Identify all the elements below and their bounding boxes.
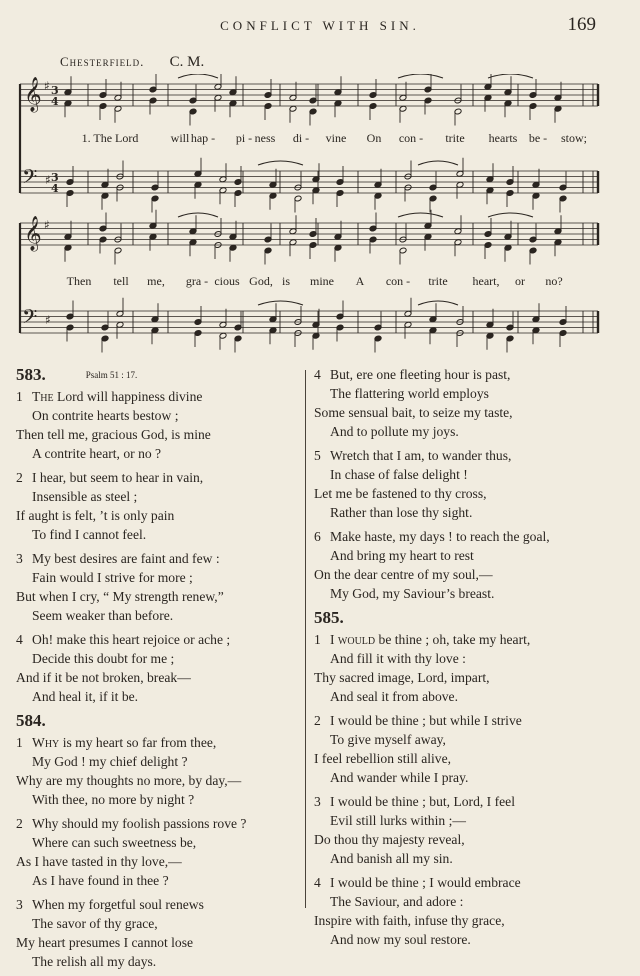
slur (258, 161, 303, 165)
stanza-number: 1 (16, 389, 23, 404)
stanza (16, 387, 300, 463)
slur (398, 74, 443, 78)
tune-name: Chesterfield. (60, 54, 145, 69)
verse-line (314, 911, 624, 930)
verse-text: The flattering world employs (330, 386, 489, 401)
lyric-syllable: A (355, 274, 365, 288)
verse-text: And if it be not broken, break— (16, 670, 191, 685)
verse-text: To give myself away, (330, 732, 446, 747)
verse-line (16, 914, 300, 933)
verse-line (16, 687, 300, 706)
verse-text: My heart presumes I cannot lose (16, 935, 194, 950)
time-signature-bottom: 4 (51, 95, 59, 108)
verse-text: But when I cry, “ My strength renew,” (16, 589, 224, 604)
stanza (314, 446, 624, 522)
verse-line (314, 446, 624, 465)
stanza-number: 6 (314, 529, 321, 544)
verse-line (314, 384, 624, 403)
verse-line (16, 952, 300, 971)
verse-text: I would be thine ; I would embrace (330, 875, 521, 890)
lyric-syllable: gra - (185, 274, 209, 288)
verse-line (16, 752, 300, 771)
lyric-syllable: no? (545, 274, 563, 288)
verse-text: Inspire with faith, infuse thy grace, (314, 913, 505, 928)
verse-line (314, 668, 624, 687)
verse-line (16, 387, 300, 406)
verse-text: And fill it with thy love : (330, 651, 466, 666)
time-signature-top: 3 (51, 171, 59, 184)
verse-text: If aught is felt, ’t is only pain (16, 508, 175, 523)
verse-line (16, 525, 300, 544)
verse-text: To find I cannot feel. (32, 527, 147, 542)
verse-text: Where can such sweetness be, (32, 835, 197, 850)
verse-line (16, 630, 300, 649)
lyric-syllable: or (515, 274, 525, 288)
treble-clef-icon: 𝄞 (24, 77, 42, 112)
slur (488, 74, 533, 78)
verse-text: Insensible as steel ; (32, 489, 138, 504)
lyric-syllable: pi - (235, 131, 253, 145)
lyric-syllable: hap - (190, 131, 216, 145)
verse-line (16, 833, 300, 852)
lyric-syllable: is (281, 274, 291, 288)
verse-line (16, 487, 300, 506)
verse-text: I would be thine ; but, Lord, I feel (330, 794, 515, 809)
scripture-reference: Psalm 51 : 17. (85, 370, 138, 380)
verse-text: The savor of thy grace, (32, 916, 158, 931)
verse-line (314, 422, 624, 441)
stanza (314, 365, 624, 441)
stanza (16, 468, 300, 544)
verse-line (314, 830, 624, 849)
tune-heading (60, 54, 204, 71)
verse-line (16, 771, 300, 790)
slur (488, 213, 533, 217)
verse-text: And bring my heart to rest (330, 548, 474, 563)
stanza (16, 630, 300, 706)
verse-text: But, ere one fleeting hour is past, (330, 367, 511, 382)
verse-text: Oh! make this heart rejoice or ache ; (32, 632, 231, 647)
verse-line (314, 749, 624, 768)
verse-text: When my forgetful soul renews (32, 897, 204, 912)
verse-text: Lord will happiness divine (57, 389, 203, 404)
verse-text: Then tell me, gracious God, is mine (16, 427, 211, 442)
verse-line (314, 873, 624, 892)
stanza-number: 3 (16, 551, 23, 566)
verse-text: The relish all my days. (32, 954, 157, 969)
stanza (16, 733, 300, 809)
verse-line (16, 871, 300, 890)
hymn-number: 585. (314, 608, 344, 627)
verse-text: I feel rebellion still alive, (314, 751, 452, 766)
lyric-syllable: vine (325, 131, 347, 145)
stanza (16, 895, 300, 971)
verse-line (16, 506, 300, 525)
hymn-heading (16, 365, 300, 387)
verse-text: And seal it from above. (330, 689, 458, 704)
lyric-syllable: Then (66, 274, 92, 288)
stanza-number: 3 (314, 794, 321, 809)
verse-text: Why should my foolish passions rove ? (32, 816, 247, 831)
right-column (314, 365, 624, 954)
stanza-number: 2 (16, 470, 23, 485)
verse-line (314, 930, 624, 949)
verse-line (314, 630, 624, 649)
verse-line (16, 425, 300, 444)
verse-line (16, 790, 300, 809)
first-word: The (32, 389, 54, 404)
verse-text: With thee, no more by night ? (32, 792, 195, 807)
verse-text: As I have tasted in thy love,— (16, 854, 182, 869)
verse-text: Why are my thoughts no more, by day,— (16, 773, 242, 788)
verse-text: Wretch that I am, to wander thus, (330, 448, 512, 463)
first-word: Why (32, 735, 60, 750)
verse-line (314, 465, 624, 484)
verse-line (314, 892, 624, 911)
verse-text: Thy sacred image, Lord, impart, (314, 670, 490, 685)
verse-text: Let me be fastened to thy cross, (314, 486, 487, 501)
verse-line (16, 549, 300, 568)
stanza (314, 527, 624, 603)
first-word: I would (330, 632, 376, 647)
slur (398, 213, 443, 217)
verse-line (314, 811, 624, 830)
verse-text: is my heart so far from thee, (62, 735, 217, 750)
verse-text: be thine ; oh, take my heart, (378, 632, 531, 647)
slur (418, 301, 458, 305)
stanza-number: 2 (16, 816, 23, 831)
verse-line (16, 649, 300, 668)
verse-line (16, 895, 300, 914)
verse-text: And now my soul restore. (330, 932, 471, 947)
lyric-line-2 (18, 274, 602, 290)
lyric-syllable: mine (310, 274, 334, 288)
stanza-number: 4 (314, 875, 321, 890)
slur (178, 74, 218, 78)
verse-line (16, 606, 300, 625)
verse-line (314, 527, 624, 546)
verse-line (314, 730, 624, 749)
stanza (16, 549, 300, 625)
stanza (314, 873, 624, 949)
verse-line (16, 406, 300, 425)
hymn-heading (314, 608, 624, 630)
verse-line (16, 468, 300, 487)
hymn-texts (0, 365, 640, 969)
verse-text: And wander while I pray. (330, 770, 469, 785)
stanza-number: 2 (314, 713, 321, 728)
stanza (314, 711, 624, 787)
lyric-syllable: con - (398, 131, 424, 145)
verse-line (314, 649, 624, 668)
verse-line (16, 814, 300, 833)
hymn-heading (16, 711, 300, 733)
music-score (18, 74, 602, 364)
left-column (16, 365, 300, 976)
verse-line (16, 568, 300, 587)
verse-line (314, 687, 624, 706)
verse-text: My best desires are faint and few : (32, 551, 220, 566)
verse-text: Decide this doubt for me ; (32, 651, 175, 666)
verse-line (314, 792, 624, 811)
verse-text: I hear, but seem to hear in vain, (32, 470, 204, 485)
verse-line (314, 849, 624, 868)
verse-line (16, 852, 300, 871)
verse-text: My God ! my chief delight ? (32, 754, 188, 769)
verse-text: On contrite hearts bestow ; (32, 408, 179, 423)
verse-line (314, 565, 624, 584)
verse-text: As I have found in thee ? (32, 873, 169, 888)
time-signature-top: 3 (51, 84, 59, 97)
lyric-syllable: con - (385, 274, 411, 288)
verse-line (314, 768, 624, 787)
verse-text: And banish all my sin. (330, 851, 453, 866)
slur (418, 161, 458, 165)
key-signature-sharp-icon: ♯ (45, 313, 51, 327)
verse-line (314, 711, 624, 730)
stanza-number: 1 (314, 632, 321, 647)
stanza-number: 4 (16, 632, 23, 647)
lyric-syllable: tell (113, 274, 129, 288)
treble-clef-icon: 𝄞 (24, 216, 42, 251)
verse-text: And heal it, if it be. (32, 689, 139, 704)
lyric-syllable: hearts (488, 131, 518, 145)
running-title: CONFLICT WITH SIN. (220, 18, 420, 33)
stanza (16, 814, 300, 890)
verse-text: Make haste, my days ! to reach the goal, (330, 529, 550, 544)
verse-text: Evil still lurks within ;— (330, 813, 466, 828)
lyric-syllable: me, (147, 274, 165, 288)
verse-text: A contrite heart, or no ? (32, 446, 162, 461)
time-signature-bottom: 4 (51, 182, 59, 195)
lyric-syllable: be - (528, 131, 548, 145)
stanza (314, 792, 624, 868)
verse-line (314, 403, 624, 422)
verse-text: Some sensual bait, to seize my taste, (314, 405, 513, 420)
lyric-syllable: ness (254, 131, 276, 145)
lyric-syllable: stow; (560, 131, 588, 145)
verse-text: In chase of false delight ! (330, 467, 468, 482)
lyric-line-1 (18, 131, 602, 147)
page-number: 169 (567, 14, 596, 35)
hymn-number: 584. (16, 711, 46, 730)
staff-notation (18, 74, 602, 364)
verse-line (314, 484, 624, 503)
verse-text: Fain would I strive for more ; (32, 570, 193, 585)
lyric-syllable: trite (445, 131, 465, 145)
key-signature-sharp-icon: ♯ (45, 173, 51, 187)
stanza (314, 630, 624, 706)
lyric-syllable: heart, (472, 274, 500, 288)
lyric-syllable: God, (249, 274, 273, 288)
verse-line (314, 365, 624, 384)
verse-text: And to pollute my joys. (330, 424, 459, 439)
bass-clef-icon: 𝄢 (22, 305, 38, 333)
verse-line (314, 503, 624, 522)
key-signature-sharp-icon: ♯ (44, 218, 50, 232)
verse-text: Rather than lose thy sight. (330, 505, 473, 520)
verse-text: Seem weaker than before. (32, 608, 174, 623)
verse-line (16, 668, 300, 687)
slur (178, 213, 218, 217)
lyric-syllable: will (170, 131, 190, 145)
lyric-syllable: trite (428, 274, 448, 288)
lyric-syllable: di - (292, 131, 310, 145)
key-signature-sharp-icon: ♯ (44, 79, 50, 93)
lyric-syllable: On (366, 131, 382, 145)
stanza-number: 5 (314, 448, 321, 463)
lyric-syllable: 1. The Lord (81, 131, 139, 145)
lyric-syllable: cious (214, 274, 240, 288)
verse-line (314, 584, 624, 603)
hymn-number: 583. (16, 365, 46, 384)
verse-text: I would be thine ; but while I strive (330, 713, 522, 728)
slur (258, 301, 303, 305)
verse-line (16, 933, 300, 952)
page-header (0, 14, 640, 40)
verse-text: Do thou thy majesty reveal, (314, 832, 465, 847)
verse-line (16, 733, 300, 752)
tune-meter: C. M. (169, 54, 205, 70)
verse-text: The Saviour, and adore : (330, 894, 464, 909)
stanza-number: 4 (314, 367, 321, 382)
verse-text: On the dear centre of my soul,— (314, 567, 493, 582)
verse-line (16, 444, 300, 463)
stanza-number: 3 (16, 897, 23, 912)
verse-text: My God, my Saviour’s breast. (330, 586, 495, 601)
stanza-number: 1 (16, 735, 23, 750)
verse-line (314, 546, 624, 565)
bass-clef-icon: 𝄢 (22, 165, 38, 193)
verse-line (16, 587, 300, 606)
